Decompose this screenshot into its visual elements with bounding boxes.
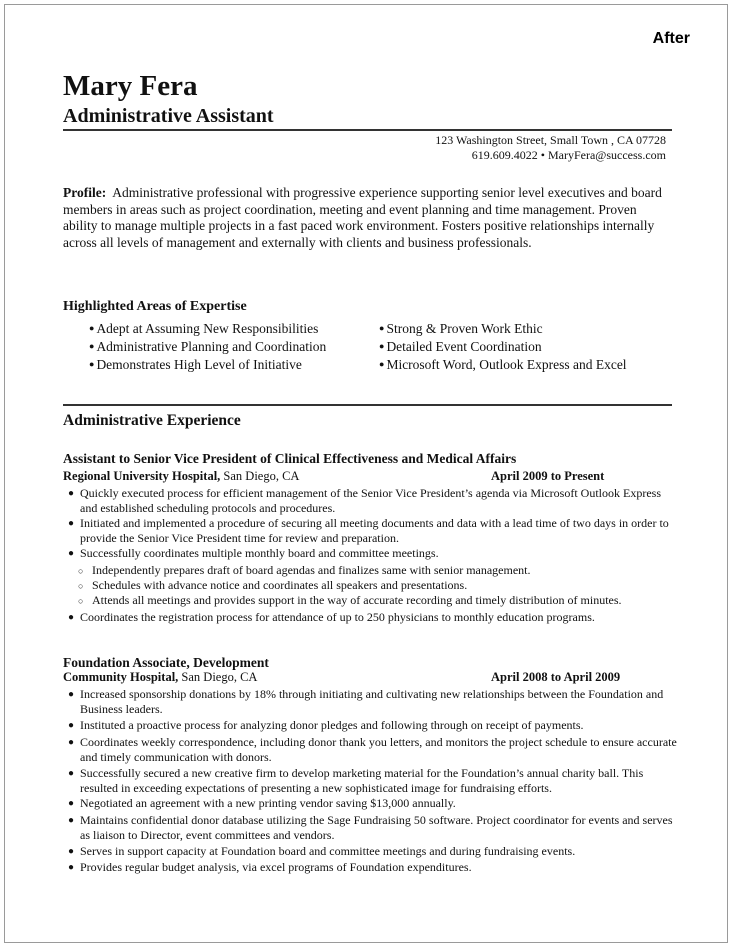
sub-list-item: ○ Schedules with advance notice and coordinates all speakers and presentations. xyxy=(78,578,468,592)
expertise-item: ● Microsoft Word, Outlook Express and Excel xyxy=(379,357,627,372)
expertise-item: ● Adept at Assuming New Responsibilities xyxy=(89,321,319,336)
after-tag: After xyxy=(652,30,690,47)
profile-text: Administrative professional with progressive experience supporting senior level executives and board members in areas such as project coordination, meeting and event planning and time management. Proven ability to manage multiple projects in a fast paced work environment. Fosters positive relationships internally across all levels of management and externally with clients and business professionals. xyxy=(63,185,662,250)
list-item: ● Maintains confidential donor database utilizing the Sage Fundraising 50 software. Project coordinator for events and serves as liaison to Director, event committees and vendors. xyxy=(68,813,673,842)
list-item: ● Serves in support capacity at Foundation board and committee meetings and during fundraising events. xyxy=(68,844,576,858)
expertise-item: ● Administrative Planning and Coordination xyxy=(89,339,327,354)
list-item: ● Quickly executed process for efficient management of the Senior Vice President’s agenda via Microsoft Outlook Express and established scheduling protocols and procedures. xyxy=(68,486,661,515)
candidate-name: Mary Fera xyxy=(63,70,198,102)
expertise-item: ● Detailed Event Coordination xyxy=(379,339,542,354)
sub-list-item: ○ Attends all meetings and provides support in the way of accurate recording and timely distribution of minutes. xyxy=(78,593,622,607)
list-item: ● Successfully secured a new creative firm to develop marketing material for the Foundation’s annual charity ball. This resulted in exceeding expectations of presenting a new sophisticated image for fundraising efforts. xyxy=(68,766,644,795)
profile-section xyxy=(63,185,673,251)
list-item: ● Initiated and implemented a procedure of securing all meeting documents and data with a lead time of two days in order to provide the Senior Vice President time for review and preparation. xyxy=(68,516,669,545)
header-rule xyxy=(63,129,672,131)
list-item: ● Provides regular budget analysis, via excel programs of Foundation expenditures. xyxy=(68,860,472,874)
job-employer: Community Hospital, San Diego, CA xyxy=(63,670,258,684)
experience-heading: Administrative Experience xyxy=(63,412,241,429)
list-item: ● Negotiated an agreement with a new printing vendor saving $13,000 annually. xyxy=(68,796,456,810)
expertise-heading: Highlighted Areas of Expertise xyxy=(63,299,247,314)
expertise-item: ● Strong & Proven Work Ethic xyxy=(379,321,543,336)
profile-label: Profile: xyxy=(63,185,107,200)
sub-list-item: ○ Independently prepares draft of board agendas and finalizes same with senior management. xyxy=(78,563,531,577)
list-item: ● Coordinates the registration process for attendance of up to 250 physicians to monthly education programs. xyxy=(68,610,595,624)
list-item: ● Successfully coordinates multiple monthly board and committee meetings. xyxy=(68,546,439,560)
list-item: ● Instituted a proactive process for analyzing donor pledges and following through on receipt of payments. xyxy=(68,718,584,732)
job-dates: April 2009 to Present xyxy=(491,469,605,483)
contact-address: 123 Washington Street, Small Town , CA 07728 xyxy=(435,133,666,147)
section-rule xyxy=(63,404,672,406)
expertise-item: ● Demonstrates High Level of Initiative xyxy=(89,357,302,372)
job-title: Assistant to Senior Vice President of Clinical Effectiveness and Medical Affairs xyxy=(63,451,517,466)
list-item: ● Increased sponsorship donations by 18% through initiating and cultivating new relationships between the Foundation and Business leaders. xyxy=(68,687,664,716)
contact-phone-email: 619.609.4022 • MaryFera@success.com xyxy=(471,148,666,162)
job-employer: Regional University Hospital, San Diego, CA xyxy=(63,469,300,483)
job-title: Foundation Associate, Development xyxy=(63,655,269,670)
list-item: ● Coordinates weekly correspondence, including donor thank you letters, and monitors the project schedule to ensure accurate and timely communication with donors. xyxy=(68,735,677,764)
candidate-title: Administrative Assistant xyxy=(63,105,274,127)
job-dates: April 2008 to April 2009 xyxy=(491,670,621,684)
